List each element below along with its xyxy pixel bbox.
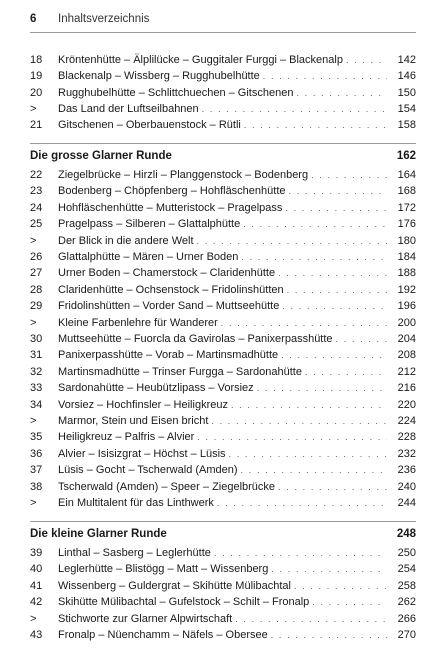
dot-leader bbox=[241, 249, 387, 265]
toc-entry bbox=[30, 315, 416, 331]
entry-number: 40 bbox=[30, 563, 43, 576]
entry-number: 33 bbox=[30, 382, 43, 395]
dot-leader bbox=[221, 315, 387, 331]
toc-entry bbox=[30, 545, 416, 561]
toc-entry bbox=[30, 611, 416, 627]
entry-page: 262 bbox=[397, 596, 416, 609]
entry-page: 168 bbox=[397, 185, 416, 198]
toc-entry bbox=[30, 117, 416, 133]
entry-number: 34 bbox=[30, 398, 43, 411]
dot-leader bbox=[202, 101, 387, 117]
entry-number: 19 bbox=[30, 70, 43, 83]
entry-number: 20 bbox=[30, 86, 43, 99]
entry-page: 200 bbox=[397, 316, 416, 329]
entry-number: 22 bbox=[30, 169, 43, 181]
entry-page: 176 bbox=[397, 218, 416, 231]
entry-number: 26 bbox=[30, 251, 43, 263]
entry-page: 258 bbox=[397, 579, 416, 592]
section-title: Die kleine Glarner Runde bbox=[30, 528, 167, 540]
dot-leader bbox=[294, 578, 387, 594]
entry-page: 150 bbox=[397, 86, 416, 99]
dot-leader bbox=[243, 216, 387, 232]
entry-page: 240 bbox=[397, 480, 416, 493]
dot-leader bbox=[305, 364, 387, 380]
toc-entry bbox=[30, 561, 416, 577]
toc-entry bbox=[30, 495, 416, 511]
entry-title: Ein Multitalent für das Linthwerk bbox=[58, 497, 214, 509]
entry-title: Skihütte Mülibachtal – Gufelstock – Schilt – Fronalp bbox=[58, 596, 310, 609]
dot-leader bbox=[271, 561, 387, 577]
entry-title: Panixerpasshütte – Vorab – Martinsmadhütte bbox=[58, 349, 279, 362]
toc-entry bbox=[30, 347, 416, 363]
dot-leader bbox=[197, 429, 387, 445]
entry-page: 164 bbox=[397, 169, 416, 181]
entry-number: 35 bbox=[30, 431, 43, 444]
entry-page: 224 bbox=[397, 415, 416, 427]
section-page: 162 bbox=[396, 150, 416, 162]
entry-title: Wissenberg – Guldergrat – Skihütte Mülibachtal bbox=[58, 579, 291, 592]
entry-title: Linthal – Sasberg – Leglerhütte bbox=[58, 547, 211, 559]
toc-entry bbox=[30, 167, 416, 183]
entry-page: 146 bbox=[397, 70, 416, 83]
dot-leader bbox=[197, 233, 387, 249]
entry-number: 21 bbox=[30, 119, 43, 132]
entry-title: Lüsis – Gocht – Tscherwald (Amden) bbox=[58, 464, 238, 477]
section-page: 248 bbox=[396, 528, 416, 540]
section-heading bbox=[30, 143, 416, 162]
entry-number: 36 bbox=[30, 447, 43, 460]
dot-leader bbox=[282, 298, 387, 314]
entry-page: 244 bbox=[397, 497, 416, 509]
toc-entry bbox=[30, 216, 416, 232]
entry-number: 18 bbox=[30, 54, 43, 66]
entry-number: 32 bbox=[30, 365, 43, 378]
dot-leader bbox=[235, 611, 387, 627]
toc-entry bbox=[30, 397, 416, 413]
entry-title: Der Blick in die andere Welt bbox=[58, 234, 194, 247]
dot-leader bbox=[312, 594, 387, 610]
entry-page: 220 bbox=[397, 398, 416, 411]
toc-entry bbox=[30, 85, 416, 101]
dot-leader bbox=[287, 282, 387, 298]
dot-leader bbox=[289, 183, 387, 199]
entry-number: 37 bbox=[30, 464, 43, 477]
entry-title: Muttseehütte – Fuorcla da Gavirolas – Panixerpasshütte bbox=[58, 333, 333, 345]
entry-page: 188 bbox=[397, 267, 416, 280]
entry-title: Tscherwald (Amden) – Speer – Ziegelbrücke bbox=[58, 480, 276, 493]
entry-title: Fridolinshütten – Vorder Sand – Muttseehütte bbox=[58, 300, 280, 313]
entry-title: Das Land der Luftseilbahnen bbox=[58, 102, 199, 115]
entry-number: 31 bbox=[30, 349, 43, 362]
entry-page: 250 bbox=[397, 547, 416, 559]
entry-number: 39 bbox=[30, 547, 43, 559]
entry-title: Ziegelbrücke – Hirzli – Planggenstock – Bodenberg bbox=[58, 169, 309, 181]
entry-title: Stichworte zur Glarner Alpwirtschaft bbox=[58, 612, 233, 625]
entry-title: Claridenhütte – Ochsenstock – Fridolinshütten bbox=[58, 283, 284, 296]
entry-page: 212 bbox=[397, 365, 416, 378]
toc-entry bbox=[30, 462, 416, 478]
entry-title: Hohfläschenhütte – Mutteristock – Pragelpass bbox=[58, 201, 283, 214]
dot-leader bbox=[217, 495, 387, 511]
dot-leader bbox=[311, 167, 387, 183]
entry-page: 254 bbox=[397, 563, 416, 576]
entry-number: 38 bbox=[30, 480, 43, 493]
dot-leader bbox=[257, 380, 387, 396]
entry-page: 196 bbox=[397, 300, 416, 313]
running-title: Inhaltsverzeichnis bbox=[58, 13, 150, 25]
dot-leader bbox=[285, 200, 387, 216]
dot-leader bbox=[244, 117, 387, 133]
toc-entry bbox=[30, 101, 416, 117]
dot-leader bbox=[296, 85, 387, 101]
dot-leader bbox=[211, 413, 387, 429]
entry-number: 27 bbox=[30, 267, 43, 280]
dot-leader bbox=[278, 479, 387, 495]
entry-title: Sardonahütte – Heubützlipass – Vorsiez bbox=[58, 382, 254, 395]
entry-title: Glattalphütte – Mären – Urner Boden bbox=[58, 251, 239, 263]
entry-title: Martinsmadhütte – Trinser Furgga – Sardonahütte bbox=[58, 365, 302, 378]
entry-title: Vorsiez – Hochfinsler – Heiligkreuz bbox=[58, 398, 228, 411]
entry-number: 41 bbox=[30, 579, 43, 592]
toc-entry bbox=[30, 446, 416, 462]
entry-number: > bbox=[30, 497, 37, 509]
toc-entry bbox=[30, 578, 416, 594]
entry-number: 29 bbox=[30, 300, 43, 313]
dot-leader bbox=[231, 397, 387, 413]
entry-title: Leglerhütte – Blistögg – Matt – Wissenberg bbox=[58, 563, 269, 576]
dot-leader bbox=[241, 462, 387, 478]
entry-page: 142 bbox=[397, 54, 416, 66]
page-number: 6 bbox=[30, 13, 37, 25]
toc-entry bbox=[30, 413, 416, 429]
dot-leader bbox=[214, 545, 387, 561]
entry-page: 180 bbox=[397, 234, 416, 247]
entry-page: 184 bbox=[397, 251, 416, 263]
entry-page: 204 bbox=[397, 333, 416, 345]
toc-entry bbox=[30, 479, 416, 495]
entry-title: Blackenalp – Wissberg – Rugghubelhütte bbox=[58, 70, 260, 83]
toc-entry bbox=[30, 298, 416, 314]
toc-entry bbox=[30, 627, 416, 643]
entry-page: 270 bbox=[397, 629, 416, 641]
toc-entry bbox=[30, 249, 416, 265]
page-header bbox=[30, 10, 416, 33]
entry-number: 43 bbox=[30, 629, 43, 641]
entry-title: Kleine Farbenlehre für Wanderer bbox=[58, 316, 218, 329]
dot-leader bbox=[281, 347, 387, 363]
section-title: Die grosse Glarner Runde bbox=[30, 150, 172, 162]
toc-entry bbox=[30, 331, 416, 347]
dot-leader bbox=[229, 446, 387, 462]
toc-entry bbox=[30, 380, 416, 396]
entry-title: Gitschenen – Oberbauenstock – Rütli bbox=[58, 119, 241, 132]
entry-title: Pragelpass – Silberen – Glattalphütte bbox=[58, 218, 241, 231]
toc-entry bbox=[30, 233, 416, 249]
entry-title: Rugghubelhütte – Schlittchuechen – Gitschenen bbox=[58, 86, 294, 99]
entry-title: Urner Boden – Chamerstock – Claridenhütte bbox=[58, 267, 276, 280]
dot-leader bbox=[278, 265, 387, 281]
entry-title: Kröntenhütte – Älplilücke – Guggitaler Furggi – Blackenalp bbox=[58, 54, 343, 66]
entry-number: 24 bbox=[30, 201, 43, 214]
toc-entry bbox=[30, 429, 416, 445]
toc-entry bbox=[30, 594, 416, 610]
entry-number: 25 bbox=[30, 218, 43, 231]
toc-entry bbox=[30, 265, 416, 281]
toc-entry bbox=[30, 52, 416, 68]
entry-page: 208 bbox=[397, 349, 416, 362]
entry-number: 42 bbox=[30, 596, 43, 609]
toc-entry bbox=[30, 364, 416, 380]
dot-leader bbox=[271, 627, 387, 643]
entry-title: Heiligkreuz – Palfris – Alvier bbox=[58, 431, 195, 444]
dot-leader bbox=[263, 68, 387, 84]
entry-page: 216 bbox=[397, 382, 416, 395]
entry-page: 266 bbox=[397, 612, 416, 625]
entry-number: > bbox=[30, 415, 37, 427]
entry-page: 232 bbox=[397, 447, 416, 460]
entry-page: 228 bbox=[397, 431, 416, 444]
dot-leader bbox=[336, 331, 387, 347]
entry-number: > bbox=[30, 234, 37, 247]
entry-page: 172 bbox=[397, 201, 416, 214]
toc-entry bbox=[30, 68, 416, 84]
entry-page: 192 bbox=[397, 283, 416, 296]
entry-number: > bbox=[30, 102, 37, 115]
toc-entry bbox=[30, 282, 416, 298]
entry-page: 154 bbox=[397, 102, 416, 115]
section-heading bbox=[30, 521, 416, 540]
entry-title: Marmor, Stein und Eisen bricht bbox=[58, 415, 209, 427]
entry-page: 236 bbox=[397, 464, 416, 477]
entry-number: > bbox=[30, 612, 37, 625]
toc-entry bbox=[30, 183, 416, 199]
entry-title: Bodenberg – Chöpfenberg – Hohfläschenhütte bbox=[58, 185, 286, 198]
entry-number: 23 bbox=[30, 185, 43, 198]
entry-number: 30 bbox=[30, 333, 43, 345]
toc-entry bbox=[30, 200, 416, 216]
dot-leader bbox=[346, 52, 387, 68]
entry-title: Alvier – Isisizgrat – Höchst – Lüsis bbox=[58, 447, 226, 460]
entry-page: 158 bbox=[397, 119, 416, 132]
entry-title: Fronalp – Nüenchamm – Näfels – Obersee bbox=[58, 629, 268, 641]
entry-number: 28 bbox=[30, 283, 43, 296]
entry-number: > bbox=[30, 316, 37, 329]
